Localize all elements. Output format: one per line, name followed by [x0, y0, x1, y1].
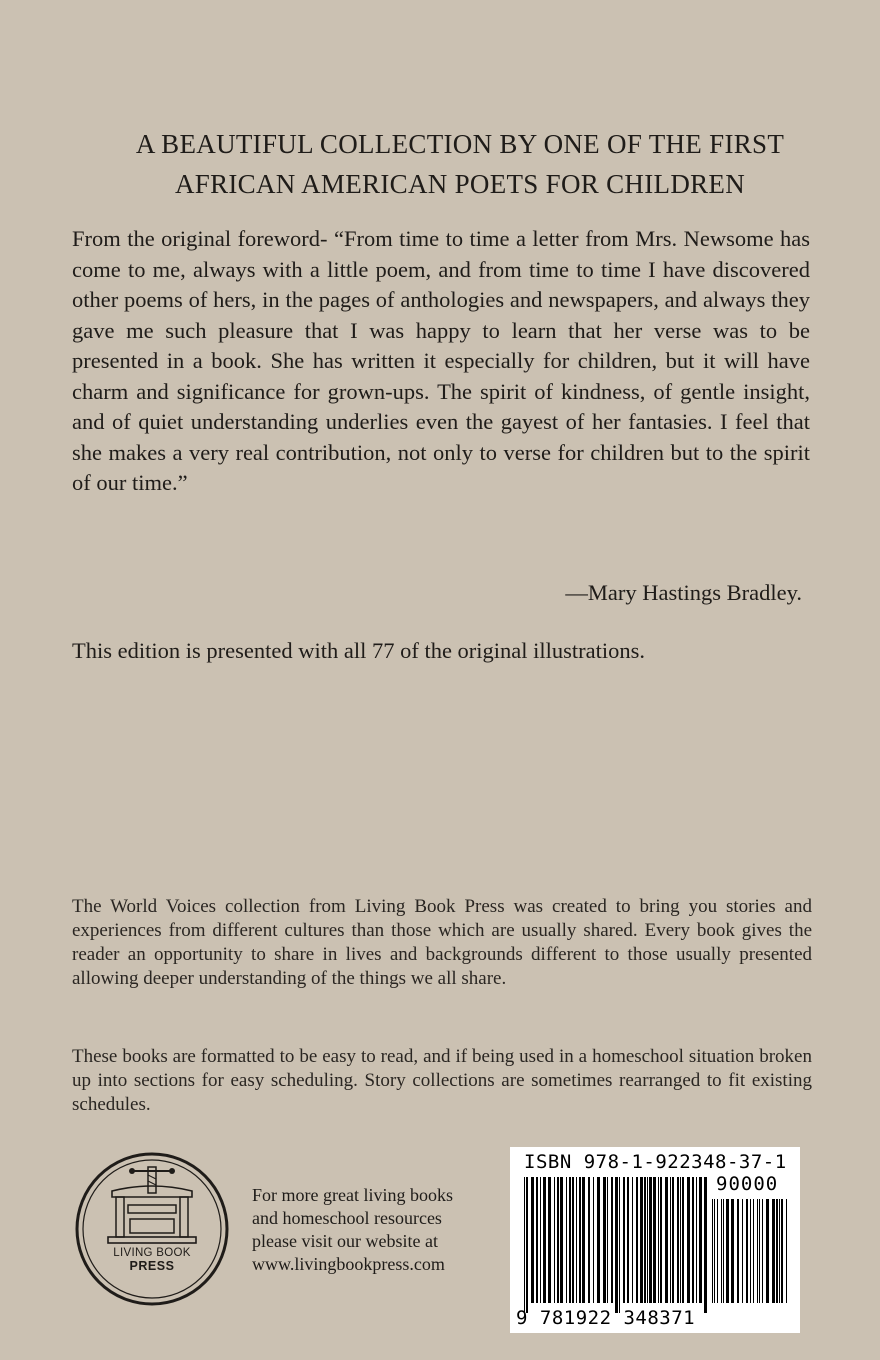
barcode-bar: [660, 1177, 662, 1303]
book-press-icon: [74, 1151, 230, 1307]
barcode-bar: [615, 1177, 618, 1313]
barcode-bar: [687, 1177, 690, 1303]
promo-line-2: and homeschool resources: [252, 1208, 442, 1228]
barcode-bar: [644, 1177, 646, 1303]
barcode-bar: [582, 1177, 585, 1303]
isbn-barcode: [510, 1147, 800, 1333]
barcode-bar: [737, 1199, 739, 1303]
price-code: 90000: [716, 1173, 779, 1195]
barcode-bar: [776, 1199, 778, 1303]
barcode-bar: [524, 1177, 525, 1313]
barcode-digits: 9 781922 348371: [516, 1307, 696, 1329]
barcode-bar: [588, 1177, 590, 1303]
barcode-bar: [597, 1177, 600, 1303]
foreword-quote: From the original foreword- “From time to time a letter from Mrs. Newsome has come to me, always with a little poem, and from time to time I have discovered other poems of hers, in the pages of anthologies and newspapers, and always they gave me such pleasure that I was happy to learn that her verse was to be presented in a book. She has written it especially for children, but it will have charm and significance for grown-ups. The spirit of kindness, of gentle insight, and of quiet understanding underlies even the gayest of her fantasies. I feel that she makes a very real contribution, not only to verse for children but to the spirit of our time.”: [72, 226, 810, 495]
format-description: These books are formatted to be easy to read, and if being used in a homeschool situation broken up into sections for easy scheduling. Story collections are sometimes rearranged to fit existing schedules.: [72, 1046, 812, 1115]
barcode-bar: [699, 1177, 702, 1303]
barcode-bar: [649, 1177, 652, 1303]
publisher-logo: [74, 1151, 230, 1307]
barcode-bar: [543, 1177, 546, 1303]
barcode-bar: [781, 1199, 783, 1303]
edition-note: This edition is presented with all 77 of the original illustrations.: [72, 638, 646, 663]
barcode-bar: [572, 1177, 574, 1303]
barcode-bar: [786, 1199, 787, 1303]
barcode-bar: [779, 1199, 780, 1303]
barcode-bar: [757, 1199, 758, 1303]
barcode-bar: [560, 1177, 563, 1303]
headline: [70, 124, 850, 204]
barcode-bar: [759, 1199, 760, 1303]
barcode-bar: [531, 1177, 534, 1303]
barcode-bar: [607, 1177, 608, 1303]
barcode-bar: [672, 1177, 674, 1303]
barcode-bar: [742, 1199, 743, 1303]
barcode-bar: [619, 1177, 620, 1313]
barcode-bar: [762, 1199, 763, 1303]
barcode-bar: [536, 1177, 538, 1303]
barcode-bar: [717, 1199, 718, 1303]
barcode-bar: [554, 1177, 555, 1303]
barcode-bar: [696, 1177, 697, 1303]
barcode-bar: [658, 1177, 659, 1303]
barcode-bar: [721, 1199, 722, 1303]
headline-line-2: AFRICAN AMERICAN POETS FOR CHILDREN: [174, 169, 746, 199]
barcode-bar: [704, 1177, 707, 1313]
barcode-bar: [766, 1199, 769, 1303]
barcode-bar: [665, 1177, 668, 1303]
promo-line-1: For more great living books: [252, 1185, 453, 1205]
barcode-bar: [548, 1177, 551, 1303]
barcode-addon-bars: [712, 1199, 790, 1313]
barcode-bar: [579, 1177, 581, 1303]
barcode-bar: [636, 1177, 638, 1303]
barcode-bar: [611, 1177, 613, 1303]
barcode-bar: [692, 1177, 694, 1303]
headline-line-1: A BEAUTIFUL COLLECTION BY ONE OF THE FIRST: [135, 129, 785, 159]
barcode-bar: [714, 1199, 715, 1303]
barcode-bar: [726, 1199, 729, 1303]
barcode-bar: [753, 1199, 754, 1303]
barcode-bar: [632, 1177, 633, 1303]
barcode-bar: [526, 1177, 528, 1313]
logo-text-line-2: PRESS: [129, 1259, 175, 1273]
quote-attribution: —Mary Hastings Bradley.: [565, 580, 802, 605]
isbn-label: ISBN 978-1-922348-37-1: [524, 1151, 787, 1173]
barcode-bar: [640, 1177, 643, 1303]
website-url: www.livingbookpress.com: [252, 1254, 445, 1274]
barcode-bar: [603, 1177, 606, 1303]
barcode-bar: [627, 1177, 629, 1303]
barcode-bar: [670, 1177, 671, 1303]
barcode-bar: [750, 1199, 751, 1303]
website-promo: [252, 1184, 512, 1276]
barcode-bar: [623, 1177, 625, 1303]
barcode-bars: [524, 1177, 710, 1313]
collection-description: The World Voices collection from Living Book Press was created to bring you stories and experiences from different cultures than those which are usually shared. Every book gives the reader an opportunity to share in lives and backgrounds different to those usually presented allowing deeper understanding of the things we all share.: [72, 896, 812, 989]
barcode-bar: [677, 1177, 679, 1303]
barcode-bar: [772, 1199, 775, 1303]
barcode-bar: [682, 1177, 684, 1303]
logo-text-line-1: LIVING BOOK: [113, 1247, 191, 1259]
barcode-bar: [723, 1199, 724, 1303]
barcode-bar: [566, 1177, 567, 1303]
barcode-bar: [731, 1199, 734, 1303]
barcode-bar: [653, 1177, 656, 1303]
barcode-bar: [557, 1177, 559, 1303]
barcode-bar: [540, 1177, 541, 1303]
promo-line-3: please visit our website at: [252, 1231, 438, 1251]
barcode-bar: [569, 1177, 571, 1303]
barcode-bar: [746, 1199, 748, 1303]
barcode-bar: [647, 1177, 648, 1303]
barcode-bar: [680, 1177, 681, 1303]
barcode-bar: [576, 1177, 577, 1303]
barcode-bar: [593, 1177, 594, 1303]
barcode-bar: [712, 1199, 713, 1303]
